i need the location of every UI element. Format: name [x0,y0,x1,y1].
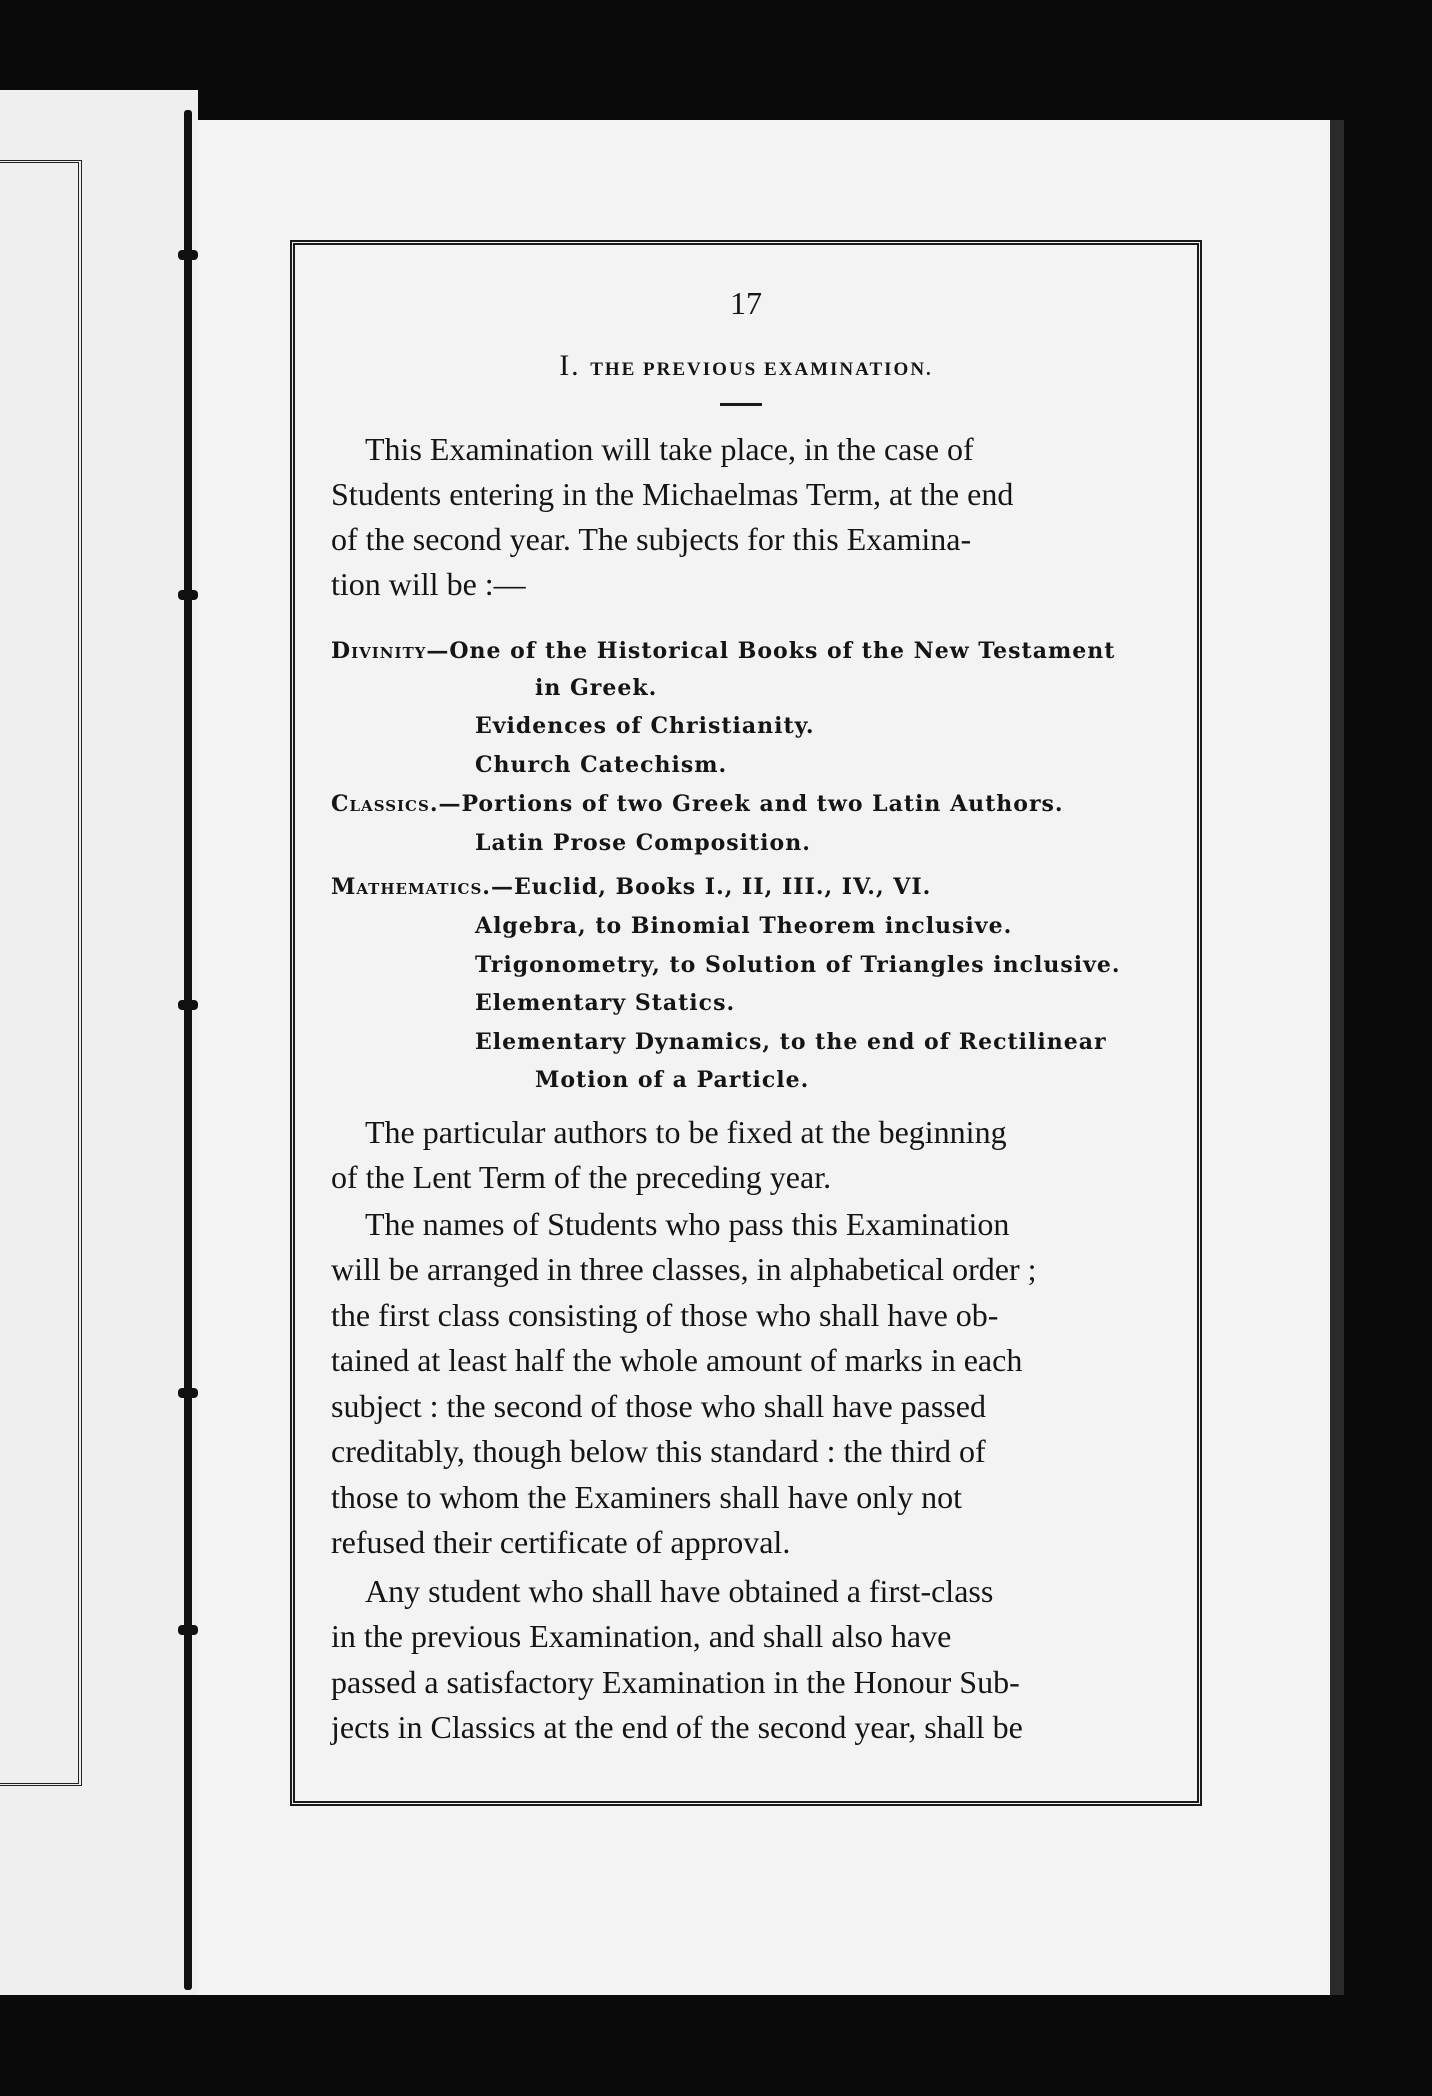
heading-numeral: I. [559,349,581,382]
subject-line: —Portions of two Greek and two Latin Authors. [438,791,1064,817]
subject-line: Church Catechism. [475,752,728,778]
heading-rule [720,403,762,406]
body-line: Any student who shall have obtained a first-class [365,1573,994,1609]
body-line: The names of Students who pass this Examination [365,1206,1010,1242]
subject-name: Divinity [331,638,427,664]
body-line: jects in Classics at the end of the second year, shall be [331,1709,1023,1745]
binding-spine [184,110,192,1990]
binding-knot [178,1388,198,1398]
intro-line: This Examination will take place, in the case of [365,431,974,467]
subject-line: in Greek. [535,675,658,701]
intro-line: tion will be :— [331,566,526,602]
body-line: the first class consisting of those who shall have ob- [331,1297,999,1333]
binding-knot [178,1625,198,1635]
body-line: creditably, though below this standard : the third of [331,1433,986,1469]
subject-line: Evidences of Christianity. [475,713,815,739]
body-line: will be arranged in three classes, in alphabetical order ; [331,1251,1037,1287]
body-line: tained at least half the whole amount of marks in each [331,1342,1023,1378]
heading-text: THE PREVIOUS EXAMINATION. [590,359,933,380]
page-frame [290,240,1202,1806]
binding-knot [178,1000,198,1010]
subject-line: —Euclid, Books I., II, III., IV., VI. [490,874,932,900]
subject-name: Classics. [331,791,439,817]
body-line: in the previous Examination, and shall also have [331,1618,952,1654]
subject-mathematics [331,876,931,898]
subject-divinity [331,640,1115,662]
subject-line: Motion of a Particle. [535,1067,810,1093]
subject-line: —One of the Historical Books of the New Testament [426,638,1116,664]
intro-line: of the second year. The subjects for this Examina- [331,521,972,557]
binding-knot [178,590,198,600]
binding-knot [178,250,198,260]
body-line: passed a satisfactory Examination in the Honour Sub- [331,1664,1020,1700]
body-line: The particular authors to be fixed at the beginning [365,1114,1007,1150]
subject-line: Trigonometry, to Solution of Triangles inclusive. [475,952,1121,978]
body-line: of the Lent Term of the preceding year. [331,1159,832,1195]
left-page-frame [0,160,82,1786]
subject-line: Elementary Dynamics, to the end of Rectilinear [475,1029,1107,1055]
page-number: 17 [730,285,762,321]
page-edge [1330,120,1344,1995]
subject-name: Mathematics. [331,874,491,900]
section-heading [295,349,1197,383]
intro-line: Students entering in the Michaelmas Term, at the end [331,476,1014,512]
subject-classics [331,793,1064,815]
subject-line: Latin Prose Composition. [475,830,811,856]
subject-line: Algebra, to Binomial Theorem inclusive. [475,913,1013,939]
body-line: those to whom the Examiners shall have only not [331,1479,962,1515]
body-line: subject : the second of those who shall have passed [331,1388,986,1424]
body-line: refused their certificate of approval. [331,1524,791,1560]
subject-line: Elementary Statics. [475,990,736,1016]
